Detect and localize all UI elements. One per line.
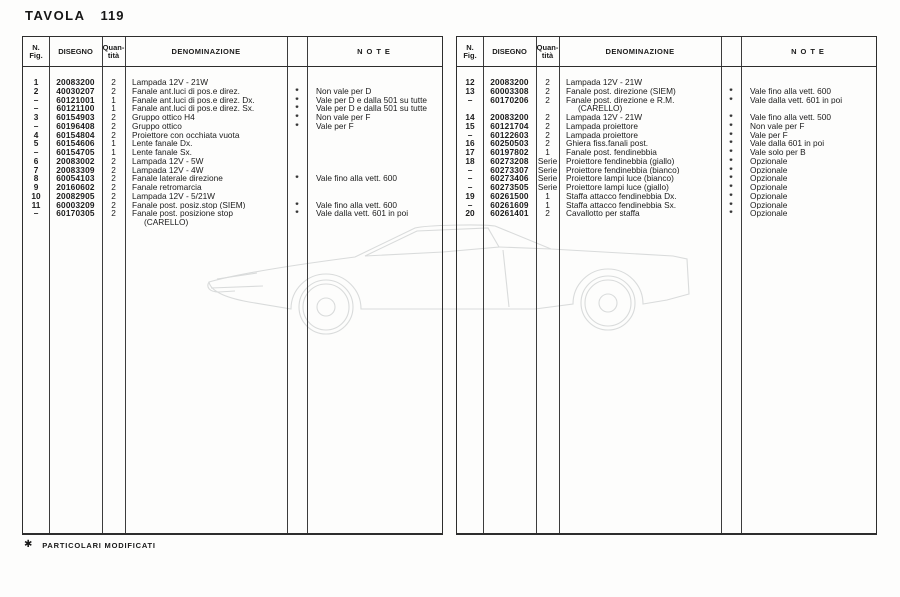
part-name — [559, 139, 721, 148]
column-header-disegno: DISEGNO — [492, 46, 527, 56]
part-name — [125, 209, 287, 227]
part-name-line: Gruppo ottico H4 — [132, 113, 195, 122]
part-name — [559, 174, 721, 183]
part-number: 60261609 — [490, 199, 529, 210]
modified-asterisk: * — [729, 199, 733, 210]
part-name — [559, 122, 721, 131]
note-text: Vale fino alla vett. 500 — [750, 113, 832, 122]
modified-asterisk: * — [729, 182, 733, 192]
part-name — [125, 87, 287, 96]
quantity: Serie — [537, 155, 558, 166]
part-name-continuation: (CARELLO) — [144, 217, 189, 227]
quantity: 2 — [545, 94, 550, 105]
part-name — [125, 166, 287, 175]
part-number: 60273406 — [490, 173, 529, 184]
modified-asterisk: * — [729, 129, 733, 140]
fig-number: 17 — [465, 147, 475, 157]
modified-asterisk: * — [295, 173, 299, 184]
fig-number: 19 — [465, 190, 475, 201]
modified-asterisk: * — [729, 173, 733, 184]
part-number: 60273505 — [490, 182, 529, 192]
quantity: 2 — [545, 138, 550, 149]
quantity: 2 — [111, 190, 116, 201]
fig-number: 10 — [31, 190, 41, 201]
quantity: 1 — [111, 147, 116, 157]
modified-asterisk: * — [295, 199, 299, 210]
part-name-line: Proiettore fendinebbia (bianco) — [566, 165, 680, 175]
quantity: 2 — [111, 112, 116, 122]
fig-number: 2 — [33, 85, 39, 96]
table-body — [457, 78, 876, 218]
part-name-line: Lente fanale Dx. — [132, 139, 193, 148]
part-name-line: Fanale post. fendinebbia — [566, 148, 657, 157]
part-name — [559, 131, 721, 140]
quantity: 1 — [545, 190, 550, 201]
note-text: Vale dalla 601 in poi — [750, 139, 825, 148]
column-header-fig: N. Fig. — [29, 42, 43, 60]
fig-number: 3 — [33, 112, 39, 122]
note-text: Opzionale — [750, 183, 788, 192]
part-name-line: Proiettore fendinebbia (giallo) — [566, 156, 675, 166]
modified-asterisk: * — [729, 164, 733, 175]
part-name-line: Fanale post. direzione e R.M. — [566, 95, 675, 105]
note-text: Vale per D e dalla 501 su tutte — [316, 95, 428, 105]
part-name-continuation: (CARELLO) — [578, 103, 623, 113]
part-name — [125, 148, 287, 157]
part-name-line: Fanale post. posizione stop — [132, 209, 234, 219]
modified-asterisk: * — [729, 112, 733, 122]
part-name — [559, 96, 721, 114]
part-number: 60170206 — [490, 94, 529, 105]
part-name-line: Lampada 12V - 5/21W — [132, 191, 216, 201]
part-name — [559, 192, 721, 201]
part-name — [125, 131, 287, 140]
part-name — [125, 183, 287, 192]
modified-asterisk: * — [729, 155, 733, 166]
fig-number: 16 — [465, 138, 475, 149]
part-name — [559, 78, 721, 87]
part-number: 60003209 — [56, 199, 95, 210]
part-name-line: Fanale post. direzione (SIEM) — [566, 86, 676, 96]
part-name — [125, 78, 287, 87]
part-number: 60273307 — [490, 164, 529, 175]
fig-number: 9 — [33, 182, 39, 192]
part-number: 60121001 — [56, 94, 95, 105]
column-header-asterisk — [287, 37, 307, 66]
part-number: 20160602 — [56, 182, 95, 192]
note-text: Vale fino alla vett. 600 — [316, 174, 398, 183]
quantity: 1 — [545, 199, 550, 210]
part-number: 60154705 — [56, 147, 95, 157]
part-name — [125, 122, 287, 131]
note-text: Opzionale — [750, 191, 788, 201]
part-name — [125, 157, 287, 166]
parts-table-left — [22, 36, 443, 535]
fig-number: 5 — [33, 138, 39, 149]
quantity: 2 — [111, 199, 116, 210]
quantity: 2 — [111, 208, 116, 219]
fig-number: – — [467, 173, 473, 184]
quantity: 2 — [545, 208, 550, 219]
quantity: 2 — [111, 164, 116, 175]
modified-asterisk: * — [295, 120, 299, 131]
quantity: 2 — [111, 120, 116, 131]
quantity: 2 — [545, 85, 550, 96]
part-number: 60261401 — [490, 208, 529, 219]
page-title-word: TAVOLA — [25, 8, 86, 23]
part-name — [559, 166, 721, 175]
page-title — [25, 8, 125, 23]
quantity: 1 — [545, 147, 550, 157]
part-number: 60054103 — [56, 173, 95, 184]
note-text: Opzionale — [750, 165, 788, 175]
part-number: 60154606 — [56, 138, 95, 149]
fig-number: – — [33, 208, 39, 219]
fig-number: 15 — [465, 120, 475, 131]
part-name-line: Staffa attacco fendinebbia Sx. — [566, 200, 677, 210]
part-name-line: Proiettore con occhiata vuota — [132, 130, 240, 140]
fig-number: 6 — [33, 155, 39, 166]
fig-number: 13 — [465, 85, 475, 96]
modified-asterisk: * — [729, 208, 733, 219]
parts-table-right — [456, 36, 877, 535]
part-name — [125, 174, 287, 183]
part-name-line: Lente fanale Sx. — [132, 148, 192, 157]
quantity: 2 — [545, 77, 550, 87]
part-number: 20083200 — [490, 112, 529, 122]
part-name — [559, 209, 721, 218]
fig-number: – — [33, 103, 39, 114]
part-number: 60154903 — [56, 112, 95, 122]
modified-asterisk: * — [729, 120, 733, 131]
column-header-denominazione: DENOMINAZIONE — [171, 46, 241, 56]
fig-number: – — [467, 129, 473, 140]
note-text: Vale fino alla vett. 600 — [316, 200, 398, 210]
table-body — [23, 78, 442, 227]
part-name — [125, 104, 287, 113]
page-title-number: 119 — [100, 8, 125, 23]
note-text: Opzionale — [750, 156, 788, 166]
part-name-line: Fanale post. posiz.stop (SIEM) — [132, 200, 246, 210]
part-number: 60170305 — [56, 208, 95, 219]
part-number: 60121704 — [490, 120, 529, 131]
fig-number: – — [467, 94, 473, 105]
quantity: 1 — [111, 103, 116, 114]
note-text: Vale solo per B — [750, 148, 806, 157]
asterisk-icon: ✱ — [24, 539, 34, 550]
table-header — [23, 37, 442, 67]
part-number: 40030207 — [56, 85, 95, 96]
table-header — [457, 37, 876, 67]
column-header-note: NOTE — [357, 46, 394, 56]
column-header-note: NOTE — [791, 46, 828, 56]
note-text: Opzionale — [750, 209, 788, 218]
modified-asterisk: * — [295, 85, 299, 96]
fig-number: 20 — [465, 208, 475, 219]
note-text: Vale per F — [750, 130, 788, 140]
part-name — [559, 148, 721, 157]
fig-number: – — [33, 120, 39, 131]
quantity: 2 — [111, 155, 116, 166]
quantity: 2 — [111, 77, 116, 87]
note-text: Non vale per D — [316, 86, 372, 96]
part-number: 60122603 — [490, 129, 529, 140]
note-text: Vale dalla vett. 601 in poi — [316, 209, 409, 218]
part-number: 20083309 — [56, 164, 95, 175]
part-number: 60003308 — [490, 85, 529, 96]
part-name-line: Fanale laterale direzione — [132, 174, 223, 183]
part-number: 20083002 — [56, 155, 95, 166]
part-name-line: Lampada 12V - 4W — [132, 165, 204, 175]
part-name — [559, 87, 721, 96]
modified-asterisk: * — [295, 112, 299, 122]
modified-parts-footnote — [24, 540, 156, 550]
fig-number: 8 — [33, 173, 39, 184]
part-number: 60261500 — [490, 190, 529, 201]
column-header-fig: N. Fig. — [463, 42, 477, 60]
note-text: Opzionale — [750, 174, 788, 183]
quantity: 2 — [111, 129, 116, 140]
part-number: 20083200 — [490, 77, 529, 87]
table-row — [23, 209, 442, 227]
part-name-line: Proiettore lampi luce (bianco) — [566, 174, 674, 183]
part-name — [125, 192, 287, 201]
modified-asterisk: * — [295, 103, 299, 114]
part-name-line: Lampada 12V - 21W — [566, 78, 643, 87]
part-name-line: Proiettore lampi luce (giallo) — [566, 183, 669, 192]
fig-number: 1 — [33, 77, 39, 87]
note-text: Non vale per F — [750, 121, 805, 131]
fig-number: – — [467, 164, 473, 175]
column-header-disegno: DISEGNO — [58, 46, 93, 56]
part-name-line: Fanale ant.luci di pos.e direz. — [132, 86, 240, 96]
fig-number: – — [33, 94, 39, 105]
part-number: 60121100 — [56, 103, 95, 114]
part-name — [559, 183, 721, 192]
fig-number: 12 — [465, 77, 475, 87]
modified-asterisk: * — [729, 85, 733, 96]
column-header-quantita: Quan- tità — [102, 42, 125, 60]
quantity: 2 — [111, 182, 116, 192]
part-name-line: Fanale retromarcia — [132, 183, 202, 192]
quantity: Serie — [537, 164, 558, 175]
modified-asterisk: * — [729, 190, 733, 201]
footnote-label: PARTICOLARI MODIFICATI — [42, 540, 156, 550]
modified-asterisk: * — [295, 208, 299, 219]
part-name-line: Fanale ant.luci di pos.e direz. Sx. — [132, 104, 255, 113]
fig-number: 11 — [31, 199, 41, 210]
part-name — [559, 113, 721, 122]
part-name — [125, 113, 287, 122]
part-number: 60197802 — [490, 147, 529, 157]
part-name-line: Lampada 12V - 21W — [132, 78, 209, 87]
part-name — [125, 96, 287, 105]
quantity: Serie — [537, 173, 558, 184]
quantity: 2 — [111, 173, 116, 184]
part-name-line: Ghiera fiss.fanali post. — [566, 139, 649, 148]
note-text: Vale dalla vett. 601 in poi — [750, 95, 843, 105]
part-name-line: Gruppo ottico — [132, 121, 182, 131]
part-name-line: Lampada proiettore — [566, 130, 638, 140]
fig-number: 7 — [33, 164, 39, 175]
note-text: Non vale per F — [316, 113, 371, 122]
column-header-quantita: Quan- tità — [536, 42, 559, 60]
part-number: 60196408 — [56, 120, 95, 131]
quantity: 2 — [545, 120, 550, 131]
column-header-asterisk — [721, 37, 741, 66]
modified-asterisk: * — [295, 94, 299, 105]
quantity: Serie — [537, 182, 558, 192]
fig-number: – — [467, 199, 473, 210]
modified-asterisk: * — [729, 94, 733, 105]
part-name-line: Lampada 12V - 5W — [132, 156, 204, 166]
part-name-line: Cavallotto per staffa — [566, 209, 640, 218]
part-number: 60273208 — [490, 155, 529, 166]
note-text: Vale fino alla vett. 600 — [750, 86, 832, 96]
part-number: 60154804 — [56, 129, 95, 140]
fig-number: – — [467, 182, 473, 192]
part-name-line: Lampada proiettore — [566, 121, 638, 131]
part-number: 20082905 — [56, 190, 95, 201]
modified-asterisk: * — [729, 147, 733, 157]
part-name-line: Fanale ant.luci di pos.e direz. Dx. — [132, 95, 255, 105]
quantity: 2 — [545, 112, 550, 122]
fig-number: 4 — [33, 129, 39, 140]
part-number: 20083200 — [56, 77, 95, 87]
modified-asterisk: * — [729, 138, 733, 149]
part-name — [125, 201, 287, 210]
fig-number: 14 — [465, 112, 475, 122]
note-text: Vale per D e dalla 501 su tutte — [316, 104, 428, 113]
fig-number: – — [33, 147, 39, 157]
quantity: 2 — [111, 85, 116, 96]
quantity: 2 — [545, 129, 550, 140]
quantity: 1 — [111, 138, 116, 149]
part-name-line: Staffa attacco fendinebbia Dx. — [566, 191, 677, 201]
table-row — [457, 96, 876, 114]
table-row — [457, 209, 876, 218]
quantity: 1 — [111, 94, 116, 105]
column-header-denominazione: DENOMINAZIONE — [605, 46, 675, 56]
note-text: Opzionale — [750, 200, 788, 210]
fig-number: 18 — [465, 155, 475, 166]
part-number: 60250503 — [490, 138, 529, 149]
part-name — [559, 201, 721, 210]
part-name — [125, 139, 287, 148]
part-name — [559, 157, 721, 166]
part-name-line: Lampada 12V - 21W — [566, 113, 643, 122]
note-text: Vale per F — [316, 121, 354, 131]
